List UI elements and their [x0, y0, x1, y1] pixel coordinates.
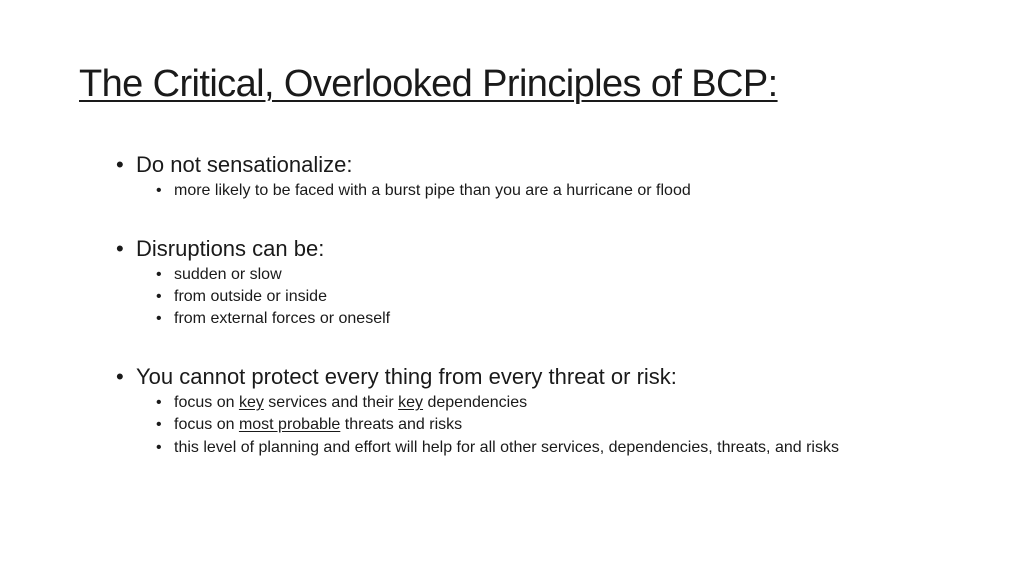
spacer — [114, 330, 934, 362]
sub-bullet-burst-pipe: • more likely to be faced with a burst pipe than you are a hurricane or flood — [114, 180, 934, 202]
slide-title: The Critical, Overlooked Principles of BCP: — [79, 63, 778, 105]
text-run: dependencies — [423, 394, 528, 411]
sub-bullet-focus-probable — [114, 414, 934, 436]
sub-bullet-focus-key — [114, 392, 934, 414]
text-run: threats and risks — [340, 416, 463, 433]
sub-bullet-outside-inside: • from outside or inside — [114, 286, 934, 308]
underlined-key: key — [238, 394, 264, 411]
sub-bullet-planning-effort: • this level of planning and effort will help for all other services, dependencies, threats, and risks — [114, 439, 934, 457]
spacer — [114, 202, 934, 234]
underlined-key: key — [398, 394, 424, 411]
text-run: services and their — [263, 394, 399, 411]
underlined-most-probable: most probable — [238, 416, 341, 433]
slide-body — [114, 150, 934, 457]
bullet-heading-cannot-protect: • You cannot protect every thing from every threat or risk: — [114, 362, 934, 392]
text-run: focus on — [174, 394, 239, 411]
bullet-heading-disruptions: • Disruptions can be: — [114, 234, 934, 264]
text-run: focus on — [174, 416, 239, 433]
sub-bullet-external-oneself: • from external forces or oneself — [114, 308, 934, 330]
bullet-heading-sensationalize: • Do not sensationalize: — [114, 150, 934, 180]
sub-bullet-sudden-slow: • sudden or slow — [114, 264, 934, 286]
